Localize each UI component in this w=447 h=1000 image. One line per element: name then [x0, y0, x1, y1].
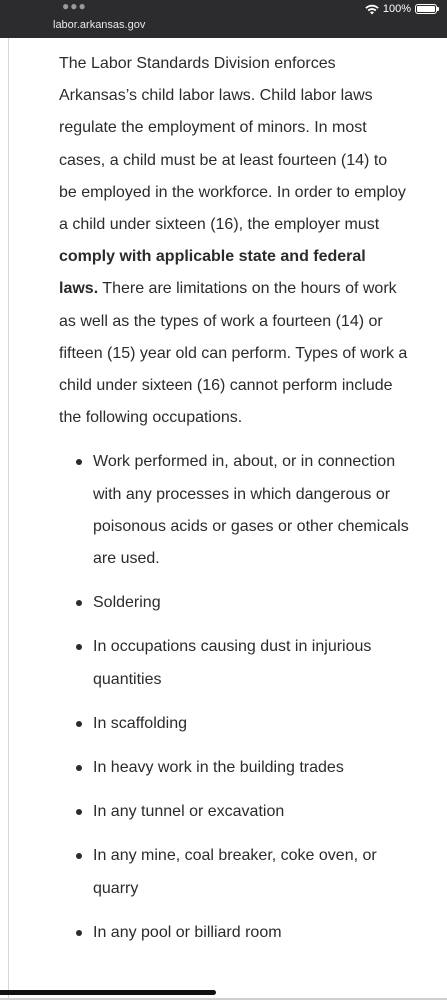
battery-icon: [415, 4, 437, 14]
page-left-edge: [8, 38, 9, 1000]
intro-text-continued: There are limitations on the hours of work as well as the types of work a fourteen (14) or fifteen (15) year old can perform. Types of work a child under sixteen (16) cannot perform include the following occupations.: [59, 280, 408, 427]
occupations-list: [59, 446, 409, 949]
list-item: In any pool or billiard room: [59, 917, 409, 949]
list-item: In occupations causing dust in injurious quantities: [59, 631, 409, 695]
list-item: Soldering: [59, 587, 409, 619]
list-item: In any mine, coal breaker, coke oven, or quarry: [59, 840, 409, 904]
wifi-icon: [365, 4, 379, 15]
intro-text: The Labor Standards Division enforces Arkansas’s child labor laws. Child labor laws regulate the employment of minors. In most cases, a child must be at least fourteen (14) to be employed in the workforce. In order to employ a child under sixteen (16), the employer must: [59, 55, 406, 234]
intro-bold-text: comply with applicable state and federal laws.: [59, 248, 366, 298]
list-item: In any tunnel or excavation: [59, 796, 409, 828]
more-dots-icon[interactable]: ●●●: [62, 0, 87, 13]
home-indicator[interactable]: [0, 990, 216, 995]
status-indicators: [365, 3, 437, 15]
intro-paragraph: [59, 48, 409, 434]
article-content: [59, 48, 409, 961]
list-item: In scaffolding: [59, 708, 409, 740]
battery-percent: 100%: [382, 3, 411, 15]
list-item: In heavy work in the building trades: [59, 752, 409, 784]
address-url[interactable]: labor.arkansas.gov: [53, 19, 146, 31]
status-bar: [0, 0, 447, 38]
list-item: Work performed in, about, or in connection with any processes in which dangerous or poisonous acids or gases or other chemicals are used.: [59, 446, 409, 575]
